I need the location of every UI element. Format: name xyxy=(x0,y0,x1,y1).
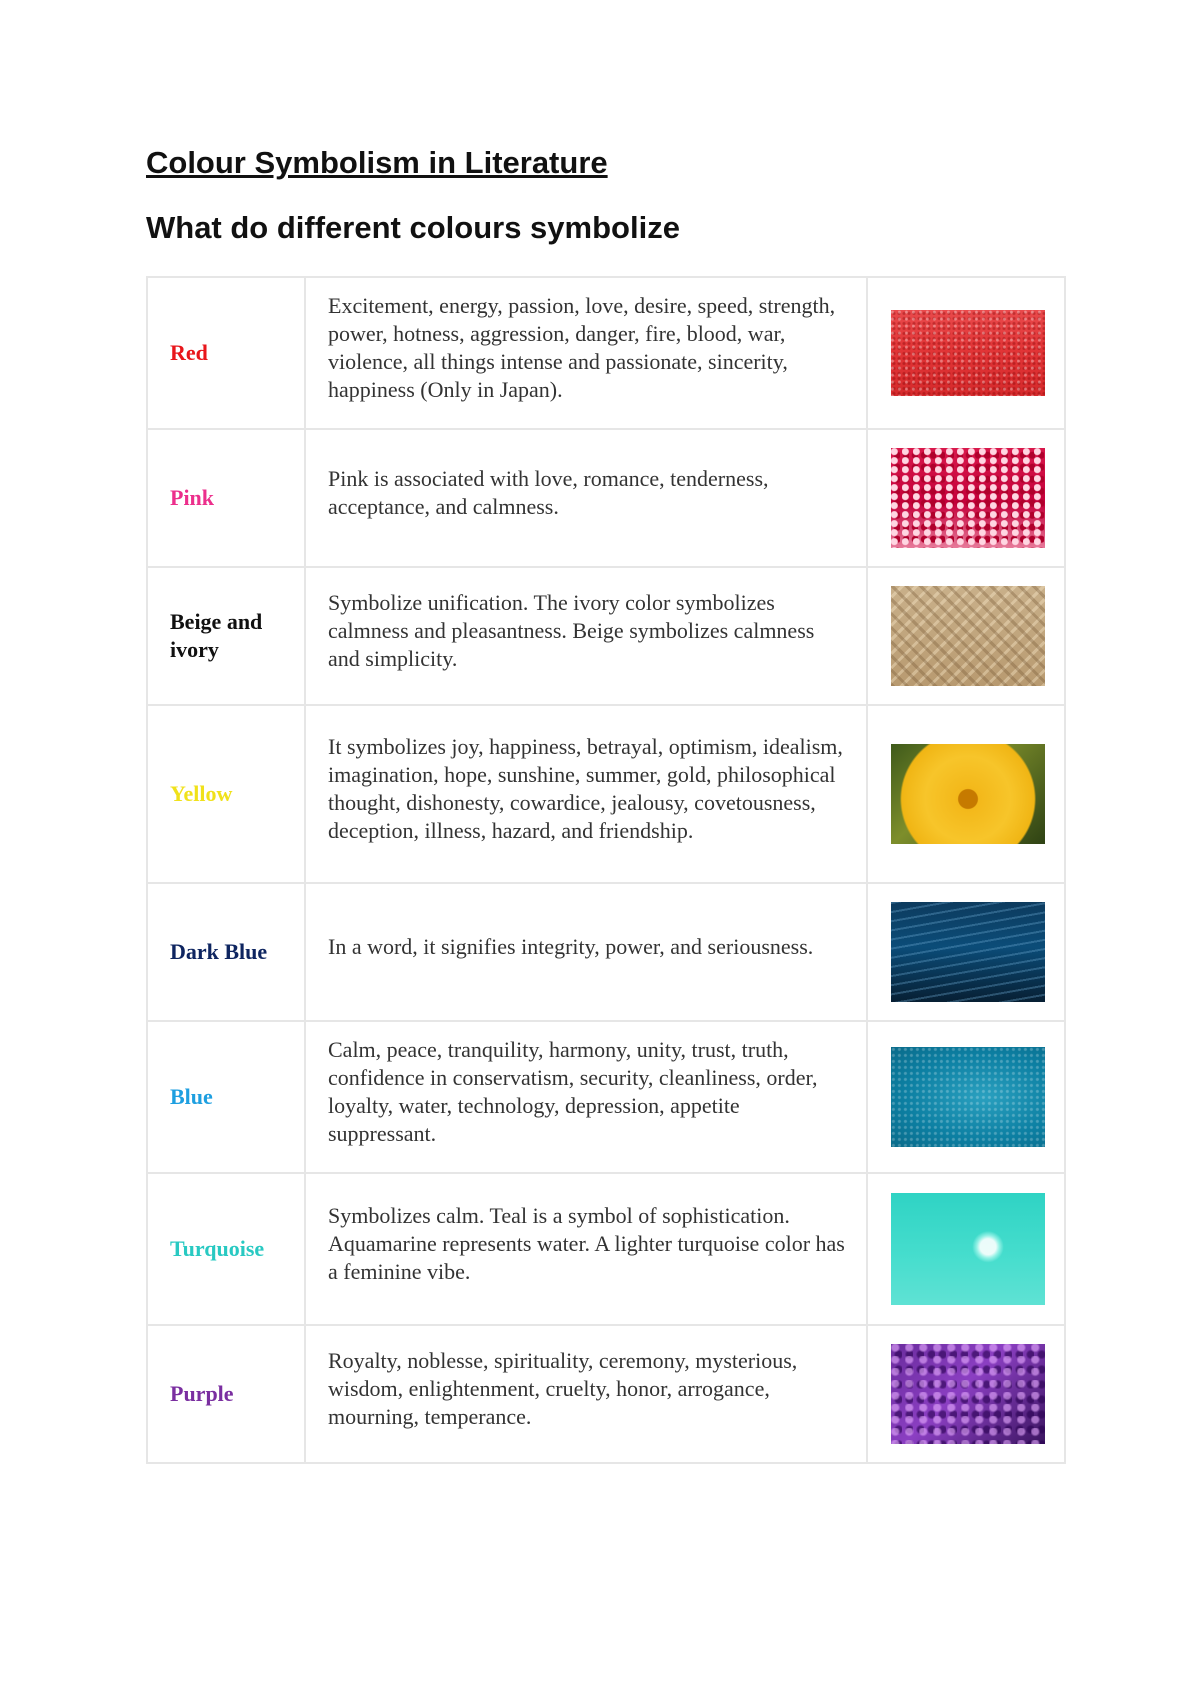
colour-description: Pink is associated with love, romance, tenderness, acceptance, and calmness. xyxy=(328,466,769,519)
colour-symbolism-table xyxy=(146,276,1066,1464)
table-row xyxy=(147,705,1065,883)
table-row xyxy=(147,429,1065,567)
amethyst-crystals-image xyxy=(891,1344,1045,1444)
table-row xyxy=(147,567,1065,705)
table-row xyxy=(147,1325,1065,1463)
colour-description: Calm, peace, tranquility, harmony, unity, trust, truth, confidence in conservatism, security, cleanliness, order, loyalty, water, technology, depression, appetite suppressant. xyxy=(328,1037,818,1146)
colour-name: Beige and ivory xyxy=(170,609,263,662)
yellow-flower-image xyxy=(891,744,1045,844)
table-row xyxy=(147,277,1065,429)
table-row xyxy=(147,1173,1065,1325)
colour-name: Purple xyxy=(170,1381,234,1406)
pink-sprinkles-image xyxy=(891,448,1045,548)
colour-name: Blue xyxy=(170,1084,213,1109)
ocean-waves-image xyxy=(891,902,1045,1002)
colour-name: Dark Blue xyxy=(170,939,268,964)
colour-name: Pink xyxy=(170,485,215,510)
colour-name: Turquoise xyxy=(170,1236,265,1261)
colour-description: It symbolizes joy, happiness, betrayal, optimism, idealism, imagination, hope, sunshine, summer, gold, philosophical thought, dishonesty, cowardice, jealousy, covetousness, deception, illness, hazard, and friendship. xyxy=(328,734,843,843)
colour-description: Symbolize unification. The ivory color symbolizes calmness and pleasantness. Beige symbolizes calmness and simplicity. xyxy=(328,590,815,671)
table-row xyxy=(147,1021,1065,1173)
colour-description: Royalty, noblesse, spirituality, ceremony, mysterious, wisdom, enlightenment, cruelty, honor, arrogance, mourning, temperance. xyxy=(328,1348,798,1429)
red-glitter-image xyxy=(891,310,1045,396)
colour-name: Red xyxy=(170,340,208,365)
turquoise-water-drop-image xyxy=(891,1193,1045,1305)
woven-rattan-image xyxy=(891,586,1045,686)
colour-description: Symbolizes calm. Teal is a symbol of sophistication. Aquamarine represents water. A lighter turquoise color has a feminine vibe. xyxy=(328,1203,845,1284)
colour-name: Yellow xyxy=(170,781,233,806)
blue-water-image xyxy=(891,1047,1045,1147)
colour-description: Excitement, energy, passion, love, desire, speed, strength, power, hotness, aggression, danger, fire, blood, war, violence, all things intense and passionate, sincerity, happiness (Only in Japan). xyxy=(328,293,836,402)
colour-description: In a word, it signifies integrity, power, and seriousness. xyxy=(328,934,814,959)
page-title: Colour Symbolism in Literature xyxy=(146,145,608,180)
table-row xyxy=(147,883,1065,1021)
page-subtitle: What do different colours symbolize xyxy=(146,210,680,245)
